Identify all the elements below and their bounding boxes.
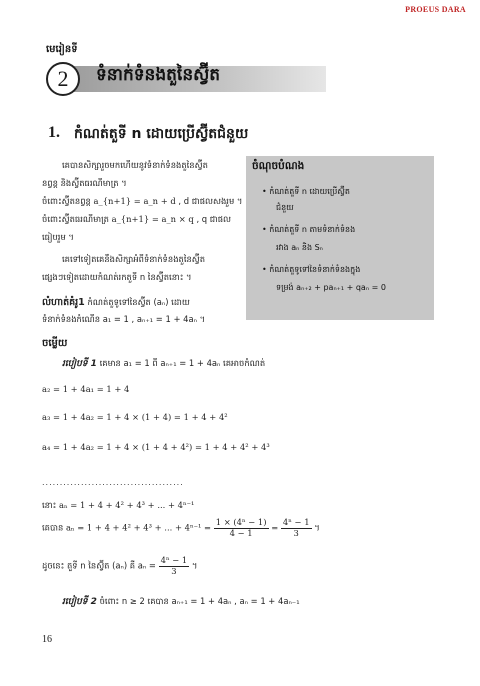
intro-line: ធៀបរួម ។ bbox=[42, 232, 74, 242]
method2-label: របៀបទី 2 bbox=[62, 597, 97, 607]
fraction-denominator: 3 bbox=[171, 565, 177, 576]
objective-text: ទម្រង់ aₙ₊₂ + paₙ₊₁ + qaₙ = 0 bbox=[276, 283, 386, 292]
example-text: កំណត់តួទូទៅនៃស្វ៊ីត (aₙ) ដោយ bbox=[87, 297, 190, 307]
objective-text: ជំនួយ bbox=[276, 203, 294, 212]
fraction-denominator: 4 − 1 bbox=[229, 527, 253, 538]
step-equation: a₄ = 1 + 4a₂ = 1 + 4 × (1 + 4 + 4²) = 1 + 4 + 4² + 4³ bbox=[42, 442, 270, 452]
step-equation: a₃ = 1 + 4a₂ = 1 + 4 × (1 + 4) = 1 + 4 + 4² bbox=[42, 412, 228, 422]
fraction-denominator: 3 bbox=[293, 527, 299, 538]
objective-item bbox=[262, 186, 350, 198]
intro-line bbox=[42, 214, 231, 227]
example-statement-cont: ទំនាក់ទំនងកំណើន a₁ = 1 , aₙ₊₁ = 1 + 4aₙ ។ bbox=[42, 314, 206, 324]
objective-text: កំណត់តួទី n តាមទំនាក់ទំនង bbox=[269, 225, 356, 234]
objective-item bbox=[262, 264, 360, 276]
objective-text: រវាង aₙ និង Sₙ bbox=[276, 243, 323, 252]
bullet-icon: • bbox=[262, 187, 267, 196]
intro-line: ផ្សេងៗទៀតដោយកំណត់រកតួទី n នៃស្វ៊ីតនោះ ។ bbox=[42, 272, 192, 282]
method1-line bbox=[62, 358, 265, 371]
result-line bbox=[42, 518, 320, 538]
so-label: នោះ bbox=[42, 500, 57, 510]
example-label: លំហាត់គំរូ1 bbox=[42, 297, 85, 308]
geo-formula: a_{n+1} = a_n × q bbox=[111, 214, 194, 224]
bullet-icon: • bbox=[262, 225, 267, 234]
intro-text: ចំពោះស្វ៊ីតធរណីមាត្រ bbox=[42, 214, 109, 224]
objectives-title: ចំណុចបំណង bbox=[252, 160, 305, 172]
example-statement bbox=[42, 296, 190, 310]
brand-header: PROEUS DARA bbox=[405, 5, 466, 14]
method1-label: របៀបទី 1 bbox=[62, 359, 97, 369]
method2-text: ចំពោះ n ≥ 2 គេបាន aₙ₊₁ = 1 + 4aₙ , aₙ = 1 + 4aₙ₋₁ bbox=[99, 596, 300, 606]
page-number: 16 bbox=[42, 634, 52, 645]
step-equation: a₂ = 1 + 4a₁ = 1 + 4 bbox=[42, 384, 130, 394]
lesson-title: ទំនាក់ទំនងតួនៃស្វ៊ីត bbox=[96, 65, 221, 85]
lesson-number-badge: 2 bbox=[46, 62, 80, 96]
fraction-numerator: 4ⁿ − 1 bbox=[160, 555, 188, 565]
sum-expression: aₙ = 1 + 4 + 4² + 4³ + ... + 4ⁿ⁻¹ = bbox=[65, 522, 212, 533]
fraction bbox=[159, 556, 190, 576]
got-label: គេបាន bbox=[42, 522, 64, 533]
bullet-icon: • bbox=[262, 265, 267, 274]
lesson-label: មេរៀនទី bbox=[46, 44, 78, 55]
method2-line bbox=[62, 596, 300, 609]
so-expression: aₙ = 1 + 4 + 4² + 4³ + ... + 4ⁿ⁻¹ bbox=[59, 500, 195, 510]
objectives-box bbox=[246, 156, 434, 320]
fraction-numerator: 1 × (4ⁿ − 1) bbox=[215, 517, 267, 527]
objective-text: កំណត់តួទូទៅនៃទំនាក់ទំនងក្នុង bbox=[269, 265, 361, 274]
objective-item bbox=[262, 224, 355, 236]
intro-line: នព្វន្ត និងស្វ៊ីតធរណីមាត្រ ។ bbox=[42, 178, 127, 188]
period-mark: ។ bbox=[314, 522, 320, 533]
fraction bbox=[214, 518, 269, 538]
section-title: កំណត់តួទី n ដោយប្រើស្វ៊ីតជំនួយ bbox=[74, 126, 249, 142]
intro-text: , d ជាផលសងរួម ។ bbox=[178, 196, 243, 206]
fraction-numerator: 4ⁿ − 1 bbox=[282, 517, 310, 527]
objective-text: កំណត់តួទី n ដោយប្រើស្វ៊ីត bbox=[269, 187, 350, 196]
intro-text: ចំពោះស្វ៊ីតនព្វន្ត bbox=[42, 196, 91, 206]
ellipsis-dots: ........................................ bbox=[42, 478, 184, 487]
conclusion-line bbox=[42, 556, 197, 576]
solution-label: ចម្លើយ bbox=[42, 338, 68, 349]
conclusion-text: ដូចនេះ តួទី n នៃស្វ៊ីត (aₙ) គឺ aₙ = bbox=[42, 560, 156, 571]
intro-line: គេបានសិក្សារួចមកហើយនូវទំនាក់ទំនងតួនៃស្វ៊ីត bbox=[62, 160, 208, 170]
intro-line: គេទៅទៀតគេនឹងសិក្សាអំពីទំនាក់ទំនងតួនៃស្វ៊ីត bbox=[62, 254, 206, 264]
equals-sign: = bbox=[271, 522, 279, 533]
method1-text: គេមាន a₁ = 1 ពី aₙ₊₁ = 1 + 4aₙ គេអាចកំណត់ bbox=[99, 358, 266, 368]
so-line bbox=[42, 500, 194, 513]
period-mark: ។ bbox=[191, 560, 198, 571]
arith-formula: a_{n+1} = a_n + d bbox=[93, 196, 176, 206]
section-number: 1. bbox=[48, 124, 60, 141]
fraction bbox=[281, 518, 312, 538]
intro-line bbox=[42, 196, 242, 209]
intro-text: , q ជាផល bbox=[196, 214, 232, 224]
